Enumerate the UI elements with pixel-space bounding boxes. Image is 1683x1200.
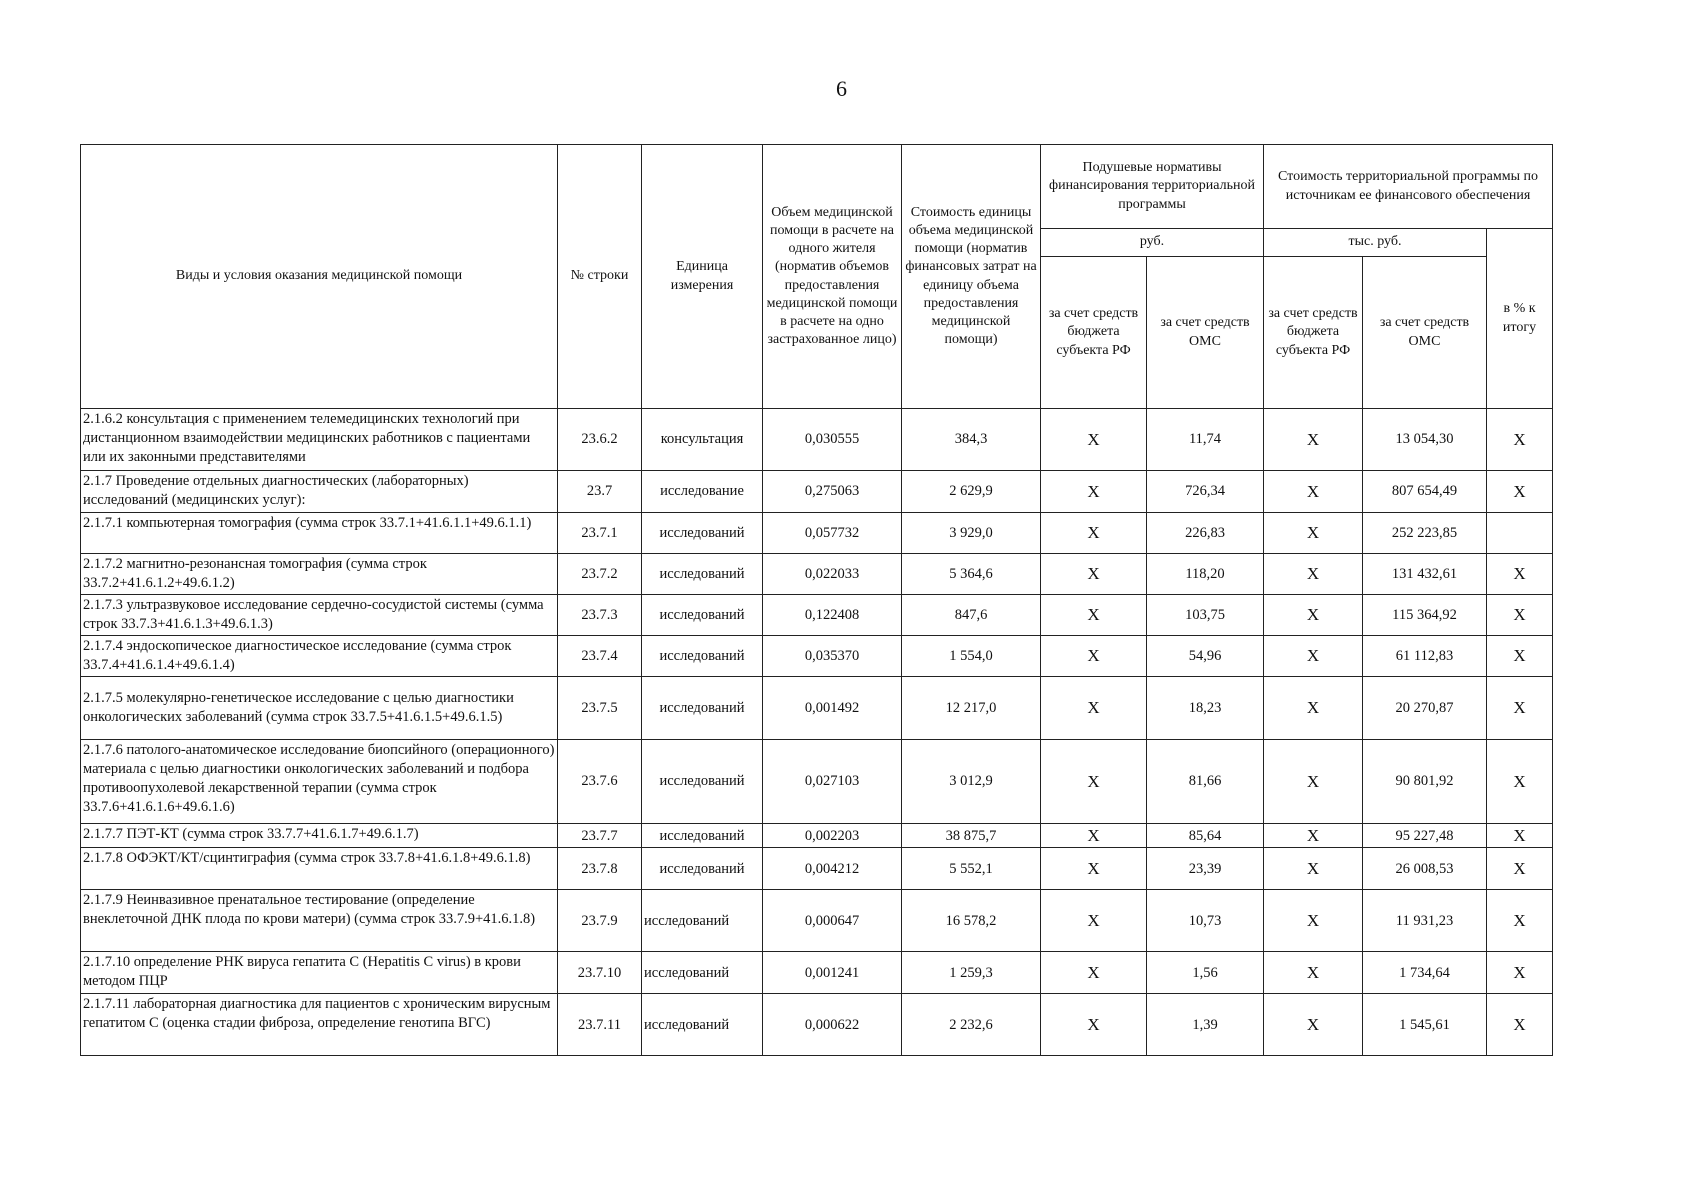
row-unit: исследований — [642, 848, 763, 890]
row-pc-oms: 11,74 — [1147, 409, 1264, 471]
row-no: 23.7.6 — [558, 740, 642, 824]
row-cost: 5 552,1 — [902, 848, 1041, 890]
header-row-no: № строки — [558, 145, 642, 409]
row-pc-budget: X — [1041, 824, 1147, 848]
row-percent: X — [1487, 848, 1553, 890]
row-pc-budget: X — [1041, 554, 1147, 595]
row-percent: X — [1487, 409, 1553, 471]
row-percent: X — [1487, 740, 1553, 824]
table-row — [81, 824, 1553, 848]
row-pr-budget: X — [1264, 677, 1363, 740]
table-row — [81, 471, 1553, 513]
row-unit: исследований — [642, 994, 763, 1056]
row-pr-budget: X — [1264, 409, 1363, 471]
table-row — [81, 636, 1553, 677]
row-cost: 1 554,0 — [902, 636, 1041, 677]
table-row — [81, 409, 1553, 471]
table-body — [81, 409, 1553, 1056]
row-pc-oms: 10,73 — [1147, 890, 1264, 952]
row-name: 2.1.7.8 ОФЭКТ/КТ/сцинтиграфия (сумма строк 33.7.8+41.6.1.8+49.6.1.8) — [81, 848, 558, 890]
row-name: 2.1.7.6 патолого-анатомическое исследование биопсийного (операционного) материала с целью диагностики онкологических заболеваний и подбора противоопухолевой лекарственной терапии (сумма строк 33.7.6+41.6.1.6+49.6.1.6) — [81, 740, 558, 824]
table-row — [81, 554, 1553, 595]
row-percent — [1487, 513, 1553, 554]
row-volume: 0,027103 — [763, 740, 902, 824]
row-pc-budget: X — [1041, 952, 1147, 994]
row-no: 23.7.10 — [558, 952, 642, 994]
table-row — [81, 677, 1553, 740]
header-budget-rf: за счет средств бюджета субъекта РФ — [1041, 257, 1147, 409]
table-row — [81, 994, 1553, 1056]
row-percent: X — [1487, 952, 1553, 994]
row-percent: X — [1487, 595, 1553, 636]
row-cost: 5 364,6 — [902, 554, 1041, 595]
row-pc-oms: 226,83 — [1147, 513, 1264, 554]
row-pr-oms: 61 112,83 — [1363, 636, 1487, 677]
row-pc-budget: X — [1041, 409, 1147, 471]
row-pc-oms: 726,34 — [1147, 471, 1264, 513]
row-percent: X — [1487, 636, 1553, 677]
row-pr-oms: 1 545,61 — [1363, 994, 1487, 1056]
row-pc-oms: 85,64 — [1147, 824, 1264, 848]
row-pc-oms: 54,96 — [1147, 636, 1264, 677]
row-pc-budget: X — [1041, 471, 1147, 513]
row-pc-budget: X — [1041, 636, 1147, 677]
row-pc-budget: X — [1041, 740, 1147, 824]
row-name: 2.1.7.7 ПЭТ-КТ (сумма строк 33.7.7+41.6.1.7+49.6.1.7) — [81, 824, 558, 848]
row-cost: 1 259,3 — [902, 952, 1041, 994]
row-pr-oms: 11 931,23 — [1363, 890, 1487, 952]
row-cost: 38 875,7 — [902, 824, 1041, 848]
row-pr-oms: 26 008,53 — [1363, 848, 1487, 890]
row-no: 23.7.4 — [558, 636, 642, 677]
row-pc-oms: 18,23 — [1147, 677, 1264, 740]
row-percent: X — [1487, 554, 1553, 595]
row-volume: 0,001492 — [763, 677, 902, 740]
row-cost: 3 012,9 — [902, 740, 1041, 824]
row-unit: исследований — [642, 824, 763, 848]
header-oms-2: за счет средств ОМС — [1363, 257, 1487, 409]
row-no: 23.6.2 — [558, 409, 642, 471]
row-cost: 2 629,9 — [902, 471, 1041, 513]
row-name: 2.1.7.2 магнитно-резонансная томография (сумма строк 33.7.2+41.6.1.2+49.6.1.2) — [81, 554, 558, 595]
row-volume: 0,057732 — [763, 513, 902, 554]
row-name: 2.1.7.1 компьютерная томография (сумма строк 33.7.1+41.6.1.1+49.6.1.1) — [81, 513, 558, 554]
row-pc-budget: X — [1041, 890, 1147, 952]
row-percent: X — [1487, 824, 1553, 848]
row-pr-budget: X — [1264, 824, 1363, 848]
row-pc-budget: X — [1041, 513, 1147, 554]
row-no: 23.7.3 — [558, 595, 642, 636]
table-row — [81, 595, 1553, 636]
row-no: 23.7 — [558, 471, 642, 513]
row-name: 2.1.6.2 консультация с применением телемедицинских технологий при дистанционном взаимодействии медицинских работников с пациентами или их законными представителями — [81, 409, 558, 471]
table-row — [81, 952, 1553, 994]
row-unit: исследование — [642, 471, 763, 513]
row-no: 23.7.1 — [558, 513, 642, 554]
table-row — [81, 848, 1553, 890]
row-unit: исследований — [642, 952, 763, 994]
header-volume: Объем медицинской помощи в расчете на одного жителя (норматив объемов предоставления медицинской помощи в расчете на одно застрахованное лицо) — [763, 145, 902, 409]
row-pr-oms: 131 432,61 — [1363, 554, 1487, 595]
row-pr-oms: 807 654,49 — [1363, 471, 1487, 513]
row-unit: консультация — [642, 409, 763, 471]
row-name: 2.1.7.5 молекулярно-генетическое исследование с целью диагностики онкологических заболеваний (сумма строк 33.7.5+41.6.1.5+49.6.1.5) — [81, 677, 558, 740]
row-volume: 0,275063 — [763, 471, 902, 513]
table-header — [81, 145, 1553, 409]
row-volume: 0,022033 — [763, 554, 902, 595]
row-volume: 0,000647 — [763, 890, 902, 952]
row-no: 23.7.5 — [558, 677, 642, 740]
row-cost: 384,3 — [902, 409, 1041, 471]
row-pc-oms: 103,75 — [1147, 595, 1264, 636]
row-name: 2.1.7.10 определение РНК вируса гепатита С (Hepatitis C virus) в крови методом ПЦР — [81, 952, 558, 994]
row-name: 2.1.7.9 Неинвазивное пренатальное тестирование (определение внеклеточной ДНК плода по крови матери) (сумма строк 33.7.9+41.6.1.8) — [81, 890, 558, 952]
header-budget-rf-2: за счет средств бюджета субъекта РФ — [1264, 257, 1363, 409]
row-pr-budget: X — [1264, 890, 1363, 952]
row-volume: 0,004212 — [763, 848, 902, 890]
row-no: 23.7.7 — [558, 824, 642, 848]
header-types: Виды и условия оказания медицинской помощи — [81, 145, 558, 409]
row-volume: 0,002203 — [763, 824, 902, 848]
row-no: 23.7.2 — [558, 554, 642, 595]
row-unit: исследований — [642, 677, 763, 740]
row-unit: исследований — [642, 513, 763, 554]
row-pc-oms: 81,66 — [1147, 740, 1264, 824]
row-name: 2.1.7.11 лабораторная диагностика для пациентов с хроническим вирусным гепатитом С (оценка стадии фиброза, определение генотипа ВГС) — [81, 994, 558, 1056]
row-pr-oms: 115 364,92 — [1363, 595, 1487, 636]
row-pr-budget: X — [1264, 952, 1363, 994]
header-rub: руб. — [1041, 229, 1264, 257]
row-no: 23.7.11 — [558, 994, 642, 1056]
row-cost: 847,6 — [902, 595, 1041, 636]
row-no: 23.7.8 — [558, 848, 642, 890]
row-pr-budget: X — [1264, 848, 1363, 890]
row-percent: X — [1487, 890, 1553, 952]
header-program-cost: Стоимость территориальной программы по источникам ее финансового обеспечения — [1264, 145, 1553, 229]
row-pr-oms: 90 801,92 — [1363, 740, 1487, 824]
row-pr-oms: 252 223,85 — [1363, 513, 1487, 554]
row-unit: исследований — [642, 636, 763, 677]
table-row — [81, 513, 1553, 554]
row-percent: X — [1487, 677, 1553, 740]
row-unit: исследований — [642, 740, 763, 824]
row-pr-oms: 1 734,64 — [1363, 952, 1487, 994]
row-pc-oms: 118,20 — [1147, 554, 1264, 595]
row-volume: 0,001241 — [763, 952, 902, 994]
table-row — [81, 890, 1553, 952]
header-per-capita: Подушевые нормативы финансирования территориальной программы — [1041, 145, 1264, 229]
header-cost: Стоимость единицы объема медицинской помощи (норматив финансовых затрат на единицу объема предоставления медицинской помощи) — [902, 145, 1041, 409]
row-pr-budget: X — [1264, 994, 1363, 1056]
row-pc-oms: 23,39 — [1147, 848, 1264, 890]
row-unit: исследований — [642, 595, 763, 636]
row-percent: X — [1487, 994, 1553, 1056]
row-pc-oms: 1,39 — [1147, 994, 1264, 1056]
table-row — [81, 740, 1553, 824]
row-volume: 0,030555 — [763, 409, 902, 471]
row-pr-budget: X — [1264, 471, 1363, 513]
row-volume: 0,000622 — [763, 994, 902, 1056]
row-pr-budget: X — [1264, 513, 1363, 554]
row-pc-budget: X — [1041, 677, 1147, 740]
row-pc-budget: X — [1041, 848, 1147, 890]
row-pc-budget: X — [1041, 595, 1147, 636]
row-pr-budget: X — [1264, 740, 1363, 824]
row-volume: 0,122408 — [763, 595, 902, 636]
row-name: 2.1.7.4 эндоскопическое диагностическое исследование (сумма строк 33.7.4+41.6.1.4+49.6.1.4) — [81, 636, 558, 677]
row-cost: 3 929,0 — [902, 513, 1041, 554]
row-unit: исследований — [642, 890, 763, 952]
medical-care-table — [80, 144, 1553, 1056]
header-percent: в % к итогу — [1487, 229, 1553, 409]
row-pr-oms: 13 054,30 — [1363, 409, 1487, 471]
row-pr-oms: 95 227,48 — [1363, 824, 1487, 848]
row-cost: 2 232,6 — [902, 994, 1041, 1056]
row-pc-oms: 1,56 — [1147, 952, 1264, 994]
row-percent: X — [1487, 471, 1553, 513]
row-name: 2.1.7 Проведение отдельных диагностических (лабораторных) исследований (медицинских услуг): — [81, 471, 558, 513]
row-pr-oms: 20 270,87 — [1363, 677, 1487, 740]
row-pr-budget: X — [1264, 636, 1363, 677]
row-no: 23.7.9 — [558, 890, 642, 952]
row-name: 2.1.7.3 ультразвуковое исследование сердечно-сосудистой системы (сумма строк 33.7.3+41.6.1.3+49.6.1.3) — [81, 595, 558, 636]
header-thousand-rub: тыс. руб. — [1264, 229, 1487, 257]
row-volume: 0,035370 — [763, 636, 902, 677]
header-oms: за счет средств ОМС — [1147, 257, 1264, 409]
page-number: 6 — [836, 76, 847, 101]
row-cost: 16 578,2 — [902, 890, 1041, 952]
row-cost: 12 217,0 — [902, 677, 1041, 740]
header-unit: Единица измерения — [642, 145, 763, 409]
row-pr-budget: X — [1264, 554, 1363, 595]
row-unit: исследований — [642, 554, 763, 595]
row-pr-budget: X — [1264, 595, 1363, 636]
row-pc-budget: X — [1041, 994, 1147, 1056]
